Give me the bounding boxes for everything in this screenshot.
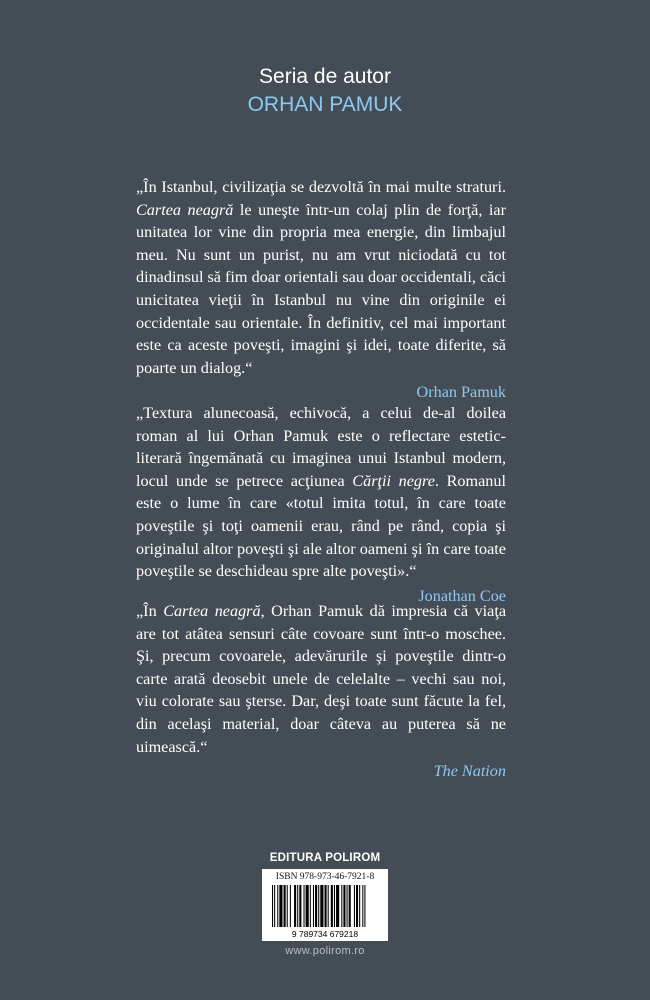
quote-block xyxy=(136,600,506,782)
quote-source: Jonathan Coe xyxy=(418,586,506,605)
barcode-bar xyxy=(310,885,311,927)
barcode-bar xyxy=(354,885,355,927)
barcode-bar xyxy=(318,885,319,927)
barcode-bar xyxy=(336,885,339,927)
barcode-bar xyxy=(362,885,363,927)
barcode-bar xyxy=(304,885,305,927)
quote-source: The Nation xyxy=(433,762,506,781)
barcode-bar xyxy=(347,885,348,927)
barcode-bar xyxy=(320,885,323,927)
barcode-bar xyxy=(299,885,301,927)
barcode-bar xyxy=(277,885,278,927)
barcode-bar xyxy=(364,885,365,927)
barcode-digits: 9 789734 679218 xyxy=(291,929,359,939)
barcode-bar xyxy=(359,885,360,927)
quote-text: „Textura alunecoasă, echivocă, a celui de-al doilea roman al lui Orhan Pamuk este o reflectare estetic-literară îngemănată cu imaginea unui Istanbul modern, locul unde se petrece acţiunea Cărţii negre. Romanul este o lume în care «totul imita totul, în care toate poveştile şi toţi oamenii erau, rând pe rând, copia şi originalul altor poveşti şi ale altor oameni şi în care toate poveştile se deschideau spre alte poveşti».“ xyxy=(136,404,506,581)
barcode-bar xyxy=(349,885,351,927)
quote-block xyxy=(136,402,506,607)
barcode-bar xyxy=(331,885,333,927)
barcode-bar xyxy=(334,885,335,927)
series-author: ORHAN PAMUK xyxy=(247,93,403,116)
barcode-bar xyxy=(272,885,273,927)
series-header xyxy=(0,64,650,118)
barcode-panel xyxy=(262,869,388,941)
barcode-bar xyxy=(313,885,314,927)
barcode-bar xyxy=(343,885,345,927)
barcode-bar xyxy=(279,885,282,927)
barcode-bar xyxy=(328,885,329,927)
series-label: Seria de autor xyxy=(259,65,391,88)
barcode-bar xyxy=(290,885,291,927)
barcode-bar xyxy=(274,885,275,927)
quote-text: „În Istanbul, civilizaţia se dezvoltă în mai multe straturi. Cartea neagră le uneşte într-un colaj plin de forţă, iar unitatea lor vine din propria mea energie, din limbajul meu. Nu sunt un purist, nu am vrut niciodată cu tot dinadinsul să fim doar orientali sau doar occidentali, căci unicitatea vieţii în Istanbul nu vine din originile ei occidentale sau orientale. În definitiv, cel mai important este ca aceste poveşti, imagini şi idei, toate diferite, să poarte un dialog.“ xyxy=(136,178,506,377)
quote-text: „În Cartea neagră, Orhan Pamuk dă impresia că viaţa are tot atâtea sensuri câte covoare sunt într-o moschee. Şi, precum covoarele, adevărurile şi poveştile dintr-o carte arată deosebit unele de celelalte – vechi sau noi, viu colorate sau şterse. Dar, deşi toate sunt făcute la fel, din acelaşi material, doar câteva au puterea să ne uimească.“ xyxy=(136,602,507,756)
barcode-bar xyxy=(294,885,296,927)
barcode-bar xyxy=(287,885,288,927)
quote-block xyxy=(136,176,506,403)
barcode-bar xyxy=(297,885,298,927)
barcode-icon xyxy=(268,885,382,939)
barcode-bar xyxy=(284,885,286,927)
barcode-bar xyxy=(325,885,327,927)
barcode-bar xyxy=(341,885,342,927)
quote-source: Orhan Pamuk xyxy=(416,383,506,402)
barcode-bar xyxy=(315,885,317,927)
isbn-number: ISBN 978-973-46-7921-8 xyxy=(275,872,375,882)
publisher-website[interactable]: www.polirom.ro xyxy=(285,945,365,957)
publisher-name: EDITURA POLIROM xyxy=(269,852,381,864)
barcode-bar xyxy=(356,885,358,927)
barcode-bar xyxy=(306,885,309,927)
